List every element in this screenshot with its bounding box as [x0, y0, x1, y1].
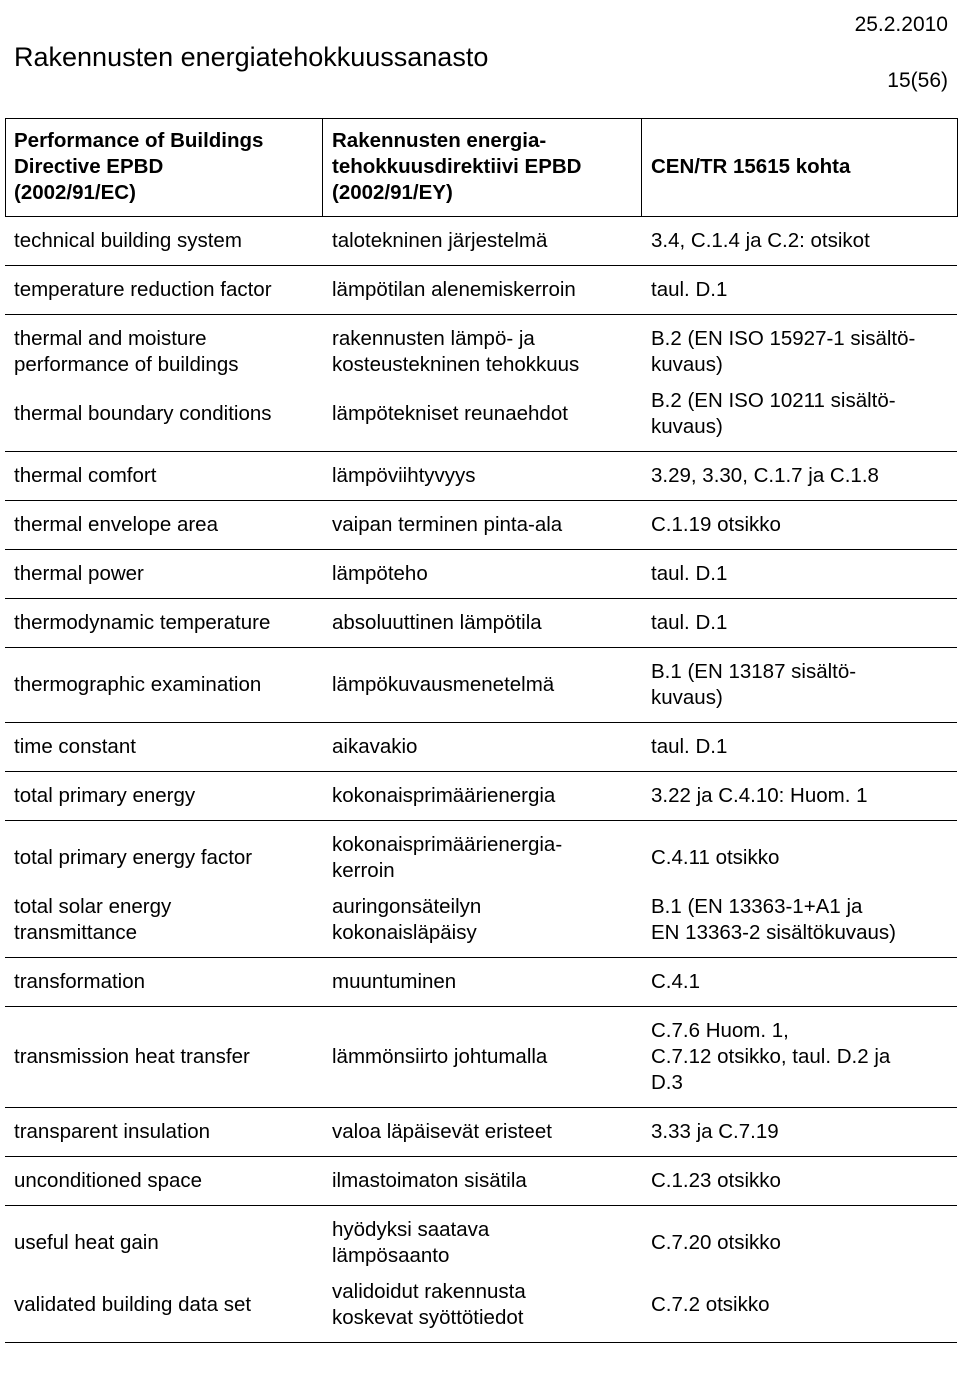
term-en [14, 326, 239, 378]
table-rule [5, 1342, 957, 1343]
term-ref-line: B.1 (EN 13187 sisältö- [651, 660, 857, 683]
term-en-line: useful heat gain [14, 1231, 159, 1254]
term-ref-line: kuvaus) [651, 686, 723, 709]
term-en-line: total primary energy [14, 784, 196, 807]
term-fi [332, 672, 554, 698]
table-rule [5, 265, 957, 266]
term-fi [332, 401, 568, 427]
term-ref-line: C.4.1 [651, 970, 700, 993]
term-fi-line: ilmastoimaton sisätila [332, 1169, 527, 1192]
table-rule [5, 118, 6, 217]
term-fi-line: kokonaisprimäärienergia- [332, 833, 563, 856]
term-fi [332, 277, 576, 303]
term-en [14, 1168, 202, 1194]
term-fi [332, 228, 547, 254]
table-rule [957, 118, 958, 217]
term-en [14, 561, 144, 587]
table-rule [5, 314, 957, 315]
term-en-line: thermal power [14, 562, 144, 585]
term-ref-line: kuvaus) [651, 353, 723, 376]
term-ref [651, 894, 896, 946]
term-fi-line: lämpöviihtyvyys [332, 464, 476, 487]
term-ref-line: EN 13363-2 sisältökuvaus) [651, 921, 896, 944]
term-fi [332, 326, 579, 378]
term-en-line: time constant [14, 735, 136, 758]
document-title: Rakennusten energiatehokkuussanasto [14, 42, 489, 72]
term-fi-line: rakennusten lämpö- ja [332, 327, 535, 350]
term-ref [651, 277, 727, 303]
term-en [14, 1292, 251, 1318]
term-fi-line: kerroin [332, 859, 395, 882]
term-en-line: transmittance [14, 921, 138, 944]
term-fi-line: lämmönsiirto johtumalla [332, 1045, 548, 1068]
table-rule [5, 1107, 957, 1108]
term-en [14, 401, 272, 427]
term-fi-line: muuntuminen [332, 970, 457, 993]
term-en-line: total primary energy factor [14, 846, 253, 869]
term-ref [651, 512, 781, 538]
term-ref [651, 610, 727, 636]
term-en [14, 969, 145, 995]
term-en [14, 672, 261, 698]
column-header-fi [332, 128, 581, 206]
table-rule [5, 1006, 957, 1007]
term-fi-line: talotekninen järjestelmä [332, 229, 548, 252]
term-ref-line: B.2 (EN ISO 15927-1 sisältö- [651, 327, 916, 350]
term-en-line: transmission heat transfer [14, 1045, 250, 1068]
column-header-en [14, 128, 263, 206]
term-en [14, 845, 252, 871]
term-fi [332, 734, 417, 760]
term-en-line: thermal boundary conditions [14, 402, 272, 425]
term-ref-line: C.1.19 otsikko [651, 513, 781, 536]
term-en [14, 463, 156, 489]
term-en-line: temperature reduction factor [14, 278, 272, 301]
table-rule [5, 598, 957, 599]
table-rule [5, 771, 957, 772]
term-fi-line: lämpöteho [332, 562, 428, 585]
term-en-line: validated building data set [14, 1293, 252, 1316]
term-ref [651, 463, 879, 489]
term-en-line: technical building system [14, 229, 242, 252]
column-header-en-line: Directive EPBD [14, 155, 164, 178]
term-fi-line: aikavakio [332, 735, 418, 758]
column-header-ref [651, 154, 850, 180]
term-fi-line: auringonsäteilyn [332, 895, 482, 918]
term-en [14, 734, 136, 760]
table-rule [5, 1156, 957, 1157]
term-fi-line: kokonaisprimäärienergia [332, 784, 556, 807]
term-ref [651, 734, 727, 760]
term-ref-line: 3.29, 3.30, C.1.7 ja C.1.8 [651, 464, 879, 487]
term-en-line: thermodynamic temperature [14, 611, 271, 634]
column-header-en-line: Performance of Buildings [14, 129, 264, 152]
term-fi [332, 463, 476, 489]
term-ref [651, 1230, 781, 1256]
term-en [14, 610, 270, 636]
term-ref [651, 783, 868, 809]
table-rule [5, 118, 957, 119]
term-ref-line: 3.22 ja C.4.10: Huom. 1 [651, 784, 868, 807]
term-en [14, 894, 171, 946]
term-ref [651, 1292, 770, 1318]
term-ref-line: C.7.2 otsikko [651, 1293, 770, 1316]
term-fi-line: vaipan terminen pinta-ala [332, 513, 563, 536]
term-ref-line: C.4.11 otsikko [651, 846, 780, 869]
term-fi [332, 969, 456, 995]
term-en-line: thermal comfort [14, 464, 157, 487]
term-ref-line: C.7.6 Huom. 1, [651, 1019, 789, 1042]
term-fi-line: validoidut rakennusta [332, 1280, 526, 1303]
term-ref-line: taul. D.1 [651, 278, 728, 301]
term-ref-line: C.1.23 otsikko [651, 1169, 781, 1192]
term-en [14, 277, 272, 303]
page-number: 15(56) [887, 69, 948, 92]
table-rule [5, 549, 957, 550]
term-ref [651, 561, 727, 587]
term-fi-line: kokonaisläpäisy [332, 921, 477, 944]
term-en [14, 512, 218, 538]
term-en-line: transparent insulation [14, 1120, 211, 1143]
term-fi-line: koskevat syöttötiedot [332, 1306, 524, 1329]
term-fi-line: valoa läpäisevät eristeet [332, 1120, 552, 1143]
column-header-ref-line: CEN/TR 15615 kohta [651, 155, 851, 178]
term-en-line: thermal envelope area [14, 513, 218, 536]
term-fi [332, 783, 555, 809]
term-en [14, 1119, 210, 1145]
term-en-line: performance of buildings [14, 353, 239, 376]
column-header-en-line: (2002/91/EC) [14, 181, 136, 204]
term-ref-line: B.2 (EN ISO 10211 sisältö- [651, 389, 896, 412]
term-fi [332, 1119, 552, 1145]
term-en [14, 1044, 250, 1070]
term-ref [651, 1168, 781, 1194]
table-rule [5, 957, 957, 958]
term-ref-line: C.7.20 otsikko [651, 1231, 781, 1254]
term-ref-line: 3.33 ja C.7.19 [651, 1120, 779, 1143]
term-fi [332, 832, 562, 884]
term-fi-line: lämpötilan alenemiskerroin [332, 278, 576, 301]
term-fi-line: kosteustekninen tehokkuus [332, 353, 580, 376]
term-ref-line: taul. D.1 [651, 562, 728, 585]
term-fi [332, 1279, 526, 1331]
term-fi [332, 1044, 547, 1070]
term-fi-line: hyödyksi saatava [332, 1218, 490, 1241]
term-fi-line: lämpösaanto [332, 1244, 450, 1267]
column-header-fi-line: (2002/91/EY) [332, 181, 453, 204]
term-fi-line: lämpötekniset reunaehdot [332, 402, 568, 425]
term-ref-line: C.7.12 otsikko, taul. D.2 ja [651, 1045, 891, 1068]
term-fi [332, 512, 562, 538]
term-en-line: total solar energy [14, 895, 172, 918]
table-rule [5, 722, 957, 723]
term-ref-line: kuvaus) [651, 415, 723, 438]
table-rule [5, 647, 957, 648]
term-ref [651, 845, 779, 871]
column-header-fi-line: tehokkuusdirektiivi EPBD [332, 155, 582, 178]
table-rule [641, 118, 642, 217]
term-en [14, 783, 195, 809]
term-fi [332, 894, 481, 946]
table-rule [5, 451, 957, 452]
term-ref [651, 1119, 779, 1145]
term-ref-line: taul. D.1 [651, 735, 728, 758]
term-ref-line: 3.4, C.1.4 ja C.2: otsikot [651, 229, 870, 252]
document-date: 25.2.2010 [854, 13, 948, 36]
term-en [14, 1230, 159, 1256]
term-ref [651, 388, 896, 440]
term-fi-line: lämpökuvausmenetelmä [332, 673, 555, 696]
term-fi [332, 610, 542, 636]
term-fi [332, 1168, 527, 1194]
term-fi-line: absoluuttinen lämpötila [332, 611, 542, 634]
term-en [14, 228, 242, 254]
term-ref [651, 1018, 890, 1096]
table-rule [322, 118, 323, 217]
table-rule [5, 216, 957, 217]
term-fi [332, 561, 428, 587]
table-rule [5, 500, 957, 501]
term-ref-line: B.1 (EN 13363-1+A1 ja [651, 895, 863, 918]
term-ref [651, 969, 700, 995]
column-header-fi-line: Rakennusten energia- [332, 129, 547, 152]
term-fi [332, 1217, 489, 1269]
term-ref [651, 228, 870, 254]
table-rule [5, 820, 957, 821]
term-ref [651, 326, 915, 378]
term-ref-line: D.3 [651, 1071, 683, 1094]
term-en-line: unconditioned space [14, 1169, 203, 1192]
table-rule [5, 1205, 957, 1206]
term-en-line: thermographic examination [14, 673, 262, 696]
term-en-line: thermal and moisture [14, 327, 207, 350]
term-ref [651, 659, 856, 711]
term-en-line: transformation [14, 970, 146, 993]
term-ref-line: taul. D.1 [651, 611, 728, 634]
